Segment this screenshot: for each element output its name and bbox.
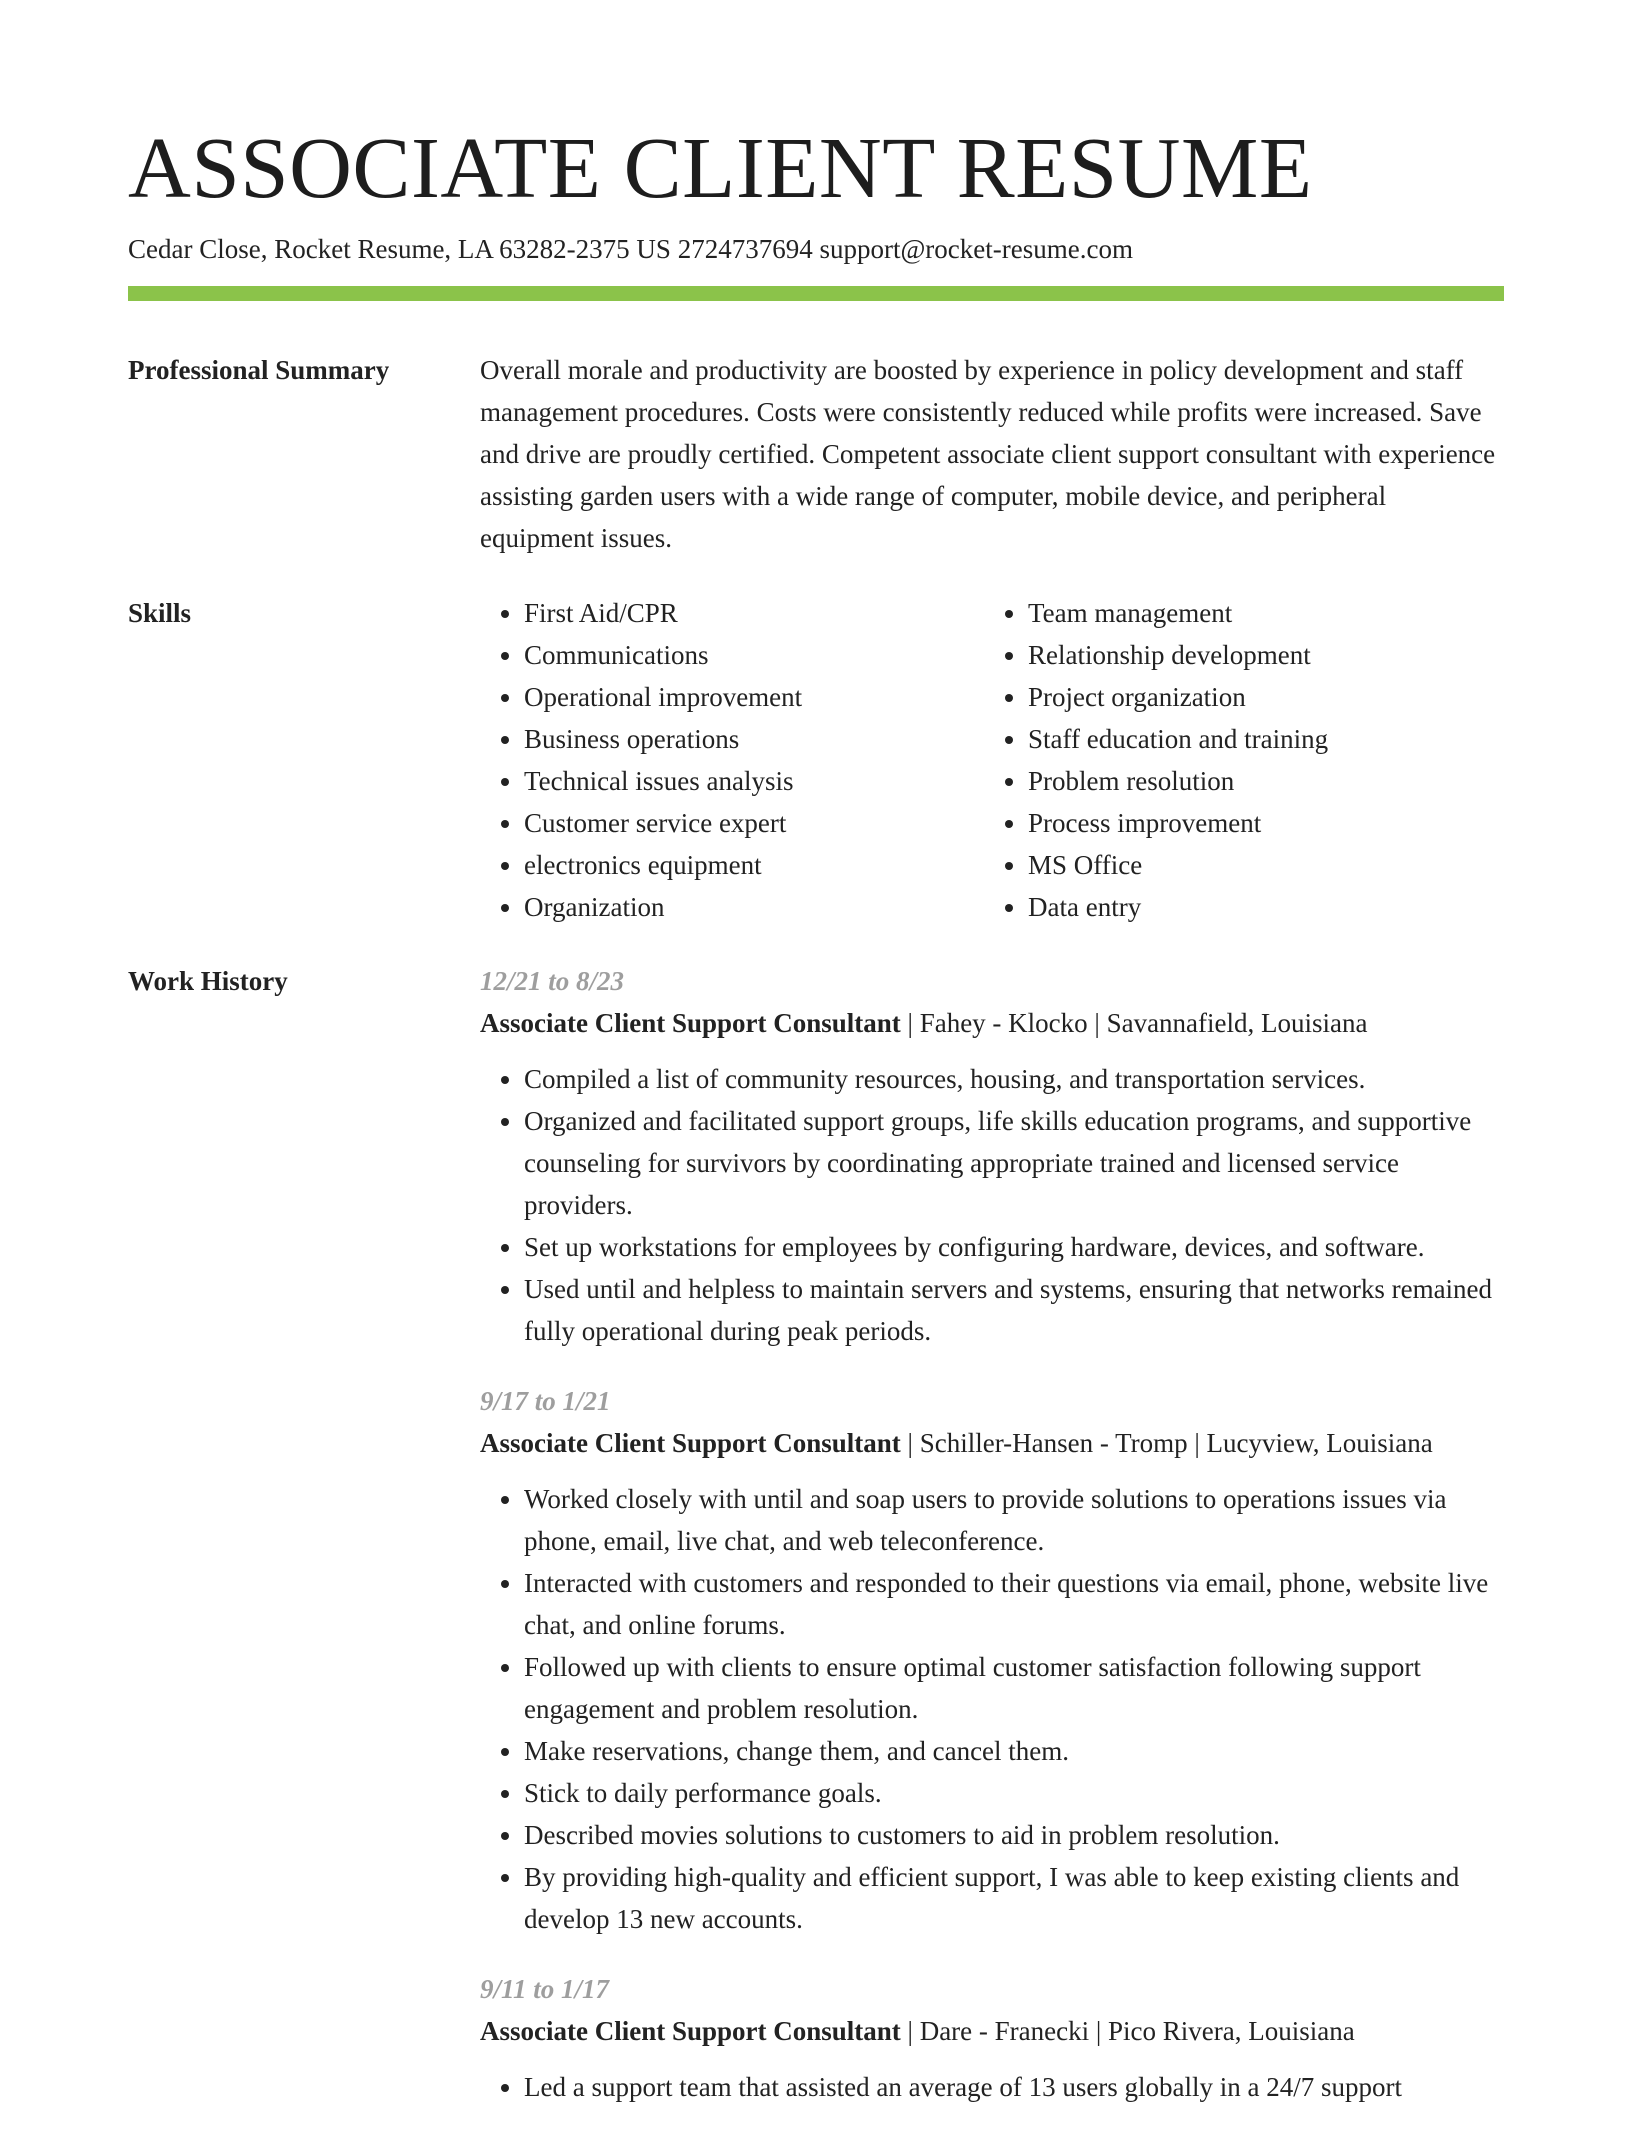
skill-item: • Project organization — [1028, 676, 1328, 718]
job-entry — [480, 960, 1504, 1352]
job-heading — [480, 1422, 1504, 1464]
job-entry — [480, 1380, 1504, 1940]
section-label-summary: Professional Summary — [128, 355, 390, 385]
section-label-work-history: Work History — [128, 966, 288, 996]
job-bullet: • Make reservations, change them, and cancel them. — [524, 1730, 1504, 1772]
skill-item: • Relationship development — [1028, 634, 1328, 676]
skill-item: • Business operations — [524, 718, 802, 760]
job-details: | Dare - Franecki | Pico Rivera, Louisiana — [900, 2016, 1355, 2046]
skill-item: • Communications — [524, 634, 802, 676]
job-title: Associate Client Support Consultant — [480, 1428, 901, 1458]
skill-item: • Organization — [524, 886, 802, 928]
skill-item: • Staff education and training — [1028, 718, 1328, 760]
job-bullet: • Worked closely with until and soap users to provide solutions to operations issues via phone, email, live chat, and web teleconference. — [524, 1478, 1504, 1562]
skill-item: • Technical issues analysis — [524, 760, 802, 802]
skill-item: • MS Office — [1028, 844, 1328, 886]
section-label-skills: Skills — [128, 598, 192, 628]
summary-text: Overall morale and productivity are boosted by experience in policy development and staff management procedures. Costs were consistently reduced while profits were increased. Save and drive are proudly certified. Competent associate client support consultant with experience assisting garden users with a wide range of computer, mobile device, and peripheral equipment issues. — [480, 355, 1496, 553]
skills-list-right — [984, 592, 1328, 928]
skill-item: • First Aid/CPR — [524, 592, 802, 634]
job-title: Associate Client Support Consultant — [480, 2016, 901, 2046]
job-dates: 12/21 to 8/23 — [480, 966, 625, 996]
skill-item: • Team management — [1028, 592, 1328, 634]
job-bullet: • Compiled a list of community resources, housing, and transportation services. — [524, 1058, 1504, 1100]
job-title: Associate Client Support Consultant — [480, 1008, 901, 1038]
job-details: | Fahey - Klocko | Savannafield, Louisiana — [900, 1008, 1368, 1038]
job-bullet: • Stick to daily performance goals. — [524, 1772, 1504, 1814]
job-details: | Schiller-Hansen - Tromp | Lucyview, Louisiana — [900, 1428, 1433, 1458]
job-dates: 9/11 to 1/17 — [480, 1974, 610, 2004]
skill-item: • Operational improvement — [524, 676, 802, 718]
job-bullet: • Set up workstations for employees by configuring hardware, devices, and software. — [524, 1226, 1504, 1268]
job-bullet: • Used until and helpless to maintain servers and systems, ensuring that networks remained fully operational during peak periods. — [524, 1268, 1504, 1352]
job-bullet: • Led a support team that assisted an average of 13 users globally in a 24/7 support — [524, 2066, 1504, 2108]
skill-item: • electronics equipment — [524, 844, 802, 886]
skill-item: • Problem resolution — [1028, 760, 1328, 802]
work-history-section — [480, 960, 1504, 2136]
resume-title: ASSOCIATE CLIENT RESUME — [128, 119, 1313, 216]
job-bullet: • Organized and facilitated support groups, life skills education programs, and supportive counseling for survivors by coordinating appropriate trained and licensed service providers. — [524, 1100, 1504, 1226]
job-heading — [480, 1002, 1504, 1044]
contact-line: Cedar Close, Rocket Resume, LA 63282-2375 US 2724737694 support@rocket-resume.com — [128, 234, 1133, 264]
job-entry — [480, 1968, 1504, 2108]
summary-section — [480, 349, 1504, 559]
skill-item: • Customer service expert — [524, 802, 802, 844]
job-bullets — [480, 1058, 1504, 1352]
skill-item: • Data entry — [1028, 886, 1328, 928]
job-bullet: • Interacted with customers and responded to their questions via email, phone, website live chat, and online forums. — [524, 1562, 1504, 1646]
skill-item: • Process improvement — [1028, 802, 1328, 844]
job-bullets — [480, 2066, 1504, 2108]
job-heading — [480, 2010, 1504, 2052]
job-bullets — [480, 1478, 1504, 1940]
job-bullet: • Described movies solutions to customers to aid in problem resolution. — [524, 1814, 1504, 1856]
job-bullet: • By providing high-quality and efficient support, I was able to keep existing clients and develop 13 new accounts. — [524, 1856, 1504, 1940]
accent-divider — [128, 286, 1504, 301]
skills-list-left — [480, 592, 802, 928]
job-dates: 9/17 to 1/21 — [480, 1386, 611, 1416]
job-bullet: • Followed up with clients to ensure optimal customer satisfaction following support engagement and problem resolution. — [524, 1646, 1504, 1730]
